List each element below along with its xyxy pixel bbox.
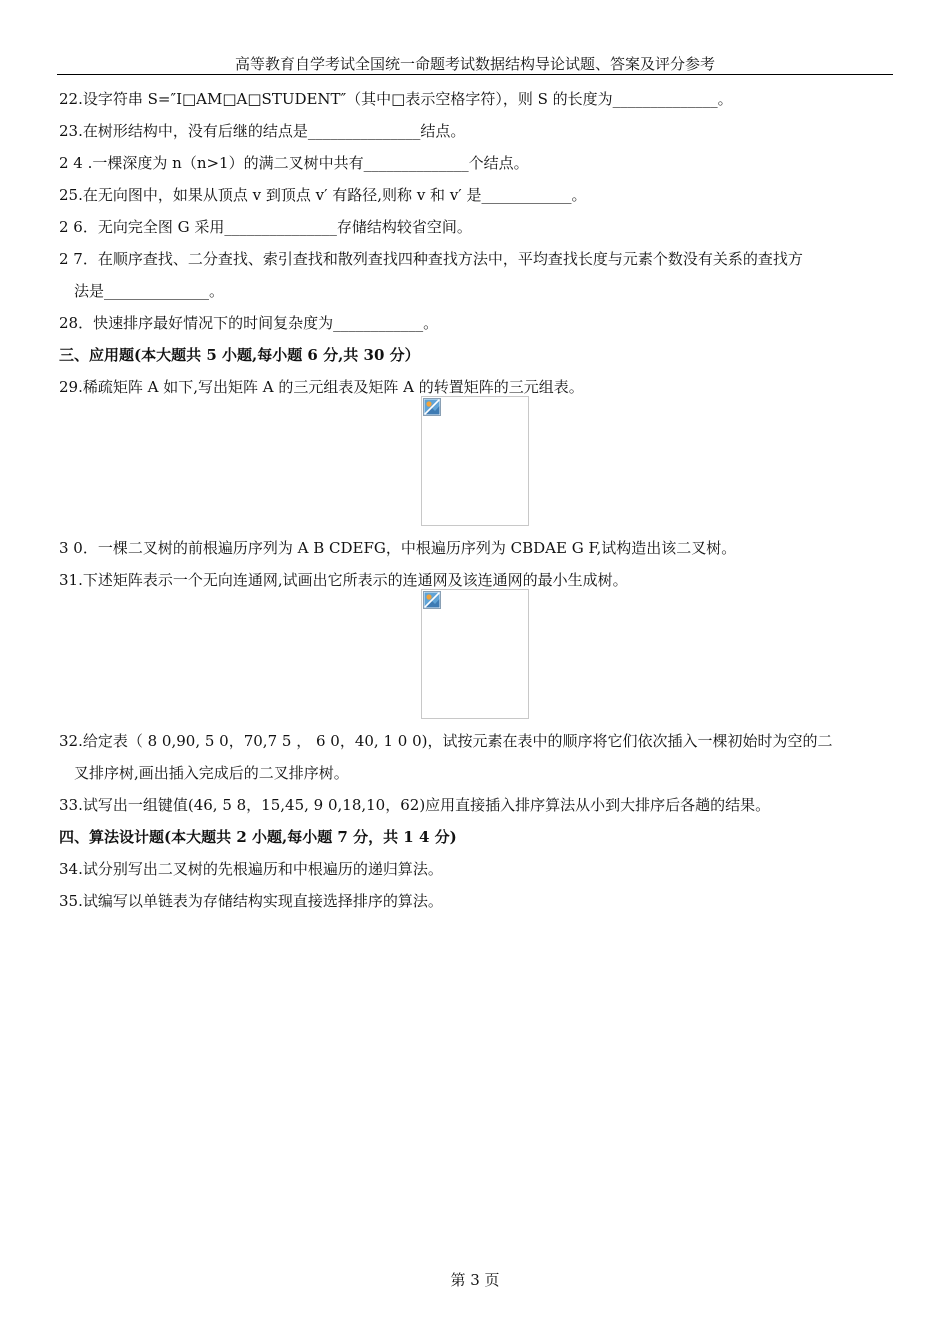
question-25: 25.在无向图中，如果从顶点 v 到顶点 v′ 有路径,则称 v 和 v′ 是____________。 bbox=[59, 186, 587, 204]
question-31: 31.下述矩阵表示一个无向连通网,试画出它所表示的连通网及该连通网的最小生成树。 bbox=[59, 571, 628, 589]
section-3-heading: 三、应用题(本大题共 5 小题,每小题 6 分,共 30 分） bbox=[59, 346, 420, 364]
matrix-image-placeholder bbox=[421, 396, 529, 526]
question-30: 3 0．一棵二叉树的前根遍历序列为 A B CDEFG，中根遍历序列为 CBDAE G F,试构造出该二叉树。 bbox=[59, 539, 737, 557]
question-27-continued: 法是______________。 bbox=[74, 282, 225, 300]
broken-image-icon bbox=[423, 398, 441, 416]
question-23: 23.在树形结构中，没有后继的结点是_______________结点。 bbox=[59, 122, 466, 140]
section-4-heading: 四、算法设计题(本大题共 2 小题,每小题 7 分，共 1 4 分) bbox=[59, 828, 457, 846]
question-35: 35.试编写以单链表为存储结构实现直接选择排序的算法。 bbox=[59, 892, 443, 910]
question-29: 29.稀疏矩阵 A 如下,写出矩阵 A 的三元组表及矩阵 A 的转置矩阵的三元组表。 bbox=[59, 378, 584, 396]
question-32-continued: 叉排序树,画出插入完成后的二叉排序树。 bbox=[74, 764, 349, 782]
question-33: 33.试写出一组键值(46, 5 8，15,45, 9 0,18,10，62)应用直接插入排序算法从小到大排序后各趟的结果。 bbox=[59, 796, 771, 814]
page-number: 第 3 页 bbox=[450, 1271, 500, 1289]
question-32: 32.给定表（ 8 0,90, 5 0，70,7 5 ， 6 0，40, 1 0 0)，试按元素在表中的顺序将它们依次插入一棵初始时为空的二 bbox=[59, 732, 833, 750]
question-24: 2 4 .一棵深度为 n（n>1）的满二叉树中共有______________个结点。 bbox=[59, 154, 529, 172]
network-matrix-image-placeholder bbox=[421, 589, 529, 719]
broken-image-icon bbox=[423, 591, 441, 609]
question-22: 22.设字符串 S=″I□AM□A□STUDENT″（其中□表示空格字符），则 S 的长度为______________。 bbox=[59, 90, 733, 108]
question-34: 34.试分别写出二叉树的先根遍历和中根遍历的递归算法。 bbox=[59, 860, 443, 878]
page-header: 高等教育自学考试全国统一命题考试数据结构导论试题、答案及评分参考 bbox=[57, 54, 893, 75]
question-28: 28．快速排序最好情况下的时间复杂度为____________。 bbox=[59, 314, 439, 332]
question-26: 2 6．无向完全图 G 采用_______________存储结构较省空间。 bbox=[59, 218, 472, 236]
question-27: 2 7．在顺序查找、二分查找、索引查找和散列查找四种查找方法中，平均查找长度与元素个数没有关系的查找方 bbox=[59, 250, 803, 268]
